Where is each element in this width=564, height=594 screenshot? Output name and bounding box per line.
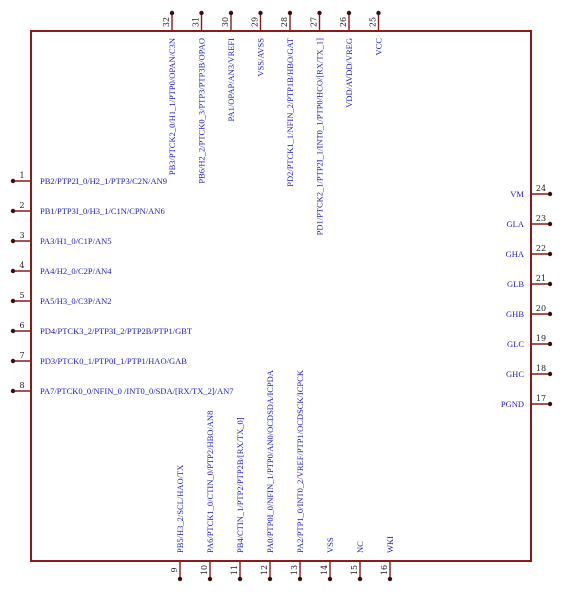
- pin-12-end-dot: [268, 577, 272, 581]
- pin-3-number: 3: [19, 231, 25, 240]
- pin-31-number: 31: [191, 16, 201, 28]
- pin-16-label: WKI: [385, 536, 395, 553]
- pin-1-number: 1: [19, 171, 25, 180]
- pin-19-label: GLC: [507, 339, 524, 349]
- pin-4-number: 4: [19, 261, 25, 270]
- pin-11-end-dot: [238, 577, 242, 581]
- pin-17-end-dot: [548, 402, 552, 406]
- pin-9-end-dot: [178, 577, 182, 581]
- pin-2-number: 2: [19, 201, 25, 210]
- pin-21-end-dot: [548, 282, 552, 286]
- pin-13-number: 13: [290, 564, 299, 576]
- pin-7-end-dot: [11, 359, 15, 363]
- pin-28-end-dot: [288, 11, 292, 15]
- pin-25-number: 25: [368, 16, 378, 28]
- pin-29-end-dot: [258, 11, 262, 15]
- pin-14-label: VSS: [325, 537, 335, 553]
- pin-22-end-dot: [548, 252, 552, 256]
- pin-17-number: 17: [535, 394, 547, 403]
- pin-7-number: 7: [19, 351, 25, 360]
- pin-18-end-dot: [548, 372, 552, 376]
- pin-16-number: 16: [380, 564, 389, 576]
- pin-27-number: 27: [309, 16, 319, 28]
- pin-2-end-dot: [11, 209, 15, 213]
- pin-27-label: PD1/PTCK2_1/PTP2I_1/INT0_1/PTP0/HCO/[RX/TX_1]: [314, 38, 325, 236]
- pin-9-number: 9: [170, 567, 179, 573]
- pin-28-label: PD2/PTCK1_1/NFIN_2/PTP1B/HBO/GAT: [285, 38, 295, 187]
- pin-10-number: 10: [200, 564, 209, 576]
- pin-4-label: PA4/H2_0/C2P/AN4: [40, 266, 112, 276]
- pin-25-end-dot: [376, 11, 380, 15]
- pin-23-end-dot: [548, 222, 552, 226]
- pin-13-end-dot: [298, 577, 302, 581]
- pin-8-number: 8: [19, 381, 25, 390]
- pin-6-number: 6: [19, 321, 25, 330]
- pin-31-label: PB6/H2_2/PTCK0_3/PTP3/PTP3B/OPAO: [196, 38, 207, 184]
- pin-10-end-dot: [208, 577, 212, 581]
- pin-11-number: 11: [230, 564, 239, 576]
- pin-4-end-dot: [11, 269, 15, 273]
- pin-24-label: VM: [510, 189, 524, 199]
- pin-12-label: PA0/PTP0I_0/NFIN_1/PTP0/AN0/OCDSDA/ICPDA: [265, 370, 275, 553]
- pin-15-end-dot: [358, 577, 362, 581]
- pin-30-number: 30: [221, 16, 230, 28]
- pin-20-number: 20: [535, 304, 547, 313]
- pin-26-number: 26: [339, 16, 348, 28]
- pin-19-end-dot: [548, 342, 552, 346]
- pin-20-end-dot: [548, 312, 552, 316]
- pin-22-number: 22: [535, 244, 547, 253]
- pin-32-label: PB3/PTCK2_0/H1_1/PTP0/OPAN/C3N: [167, 38, 177, 176]
- pin-21-number: 21: [535, 274, 547, 283]
- pin-24-end-dot: [548, 192, 552, 196]
- pin-14-end-dot: [328, 577, 332, 581]
- pin-23-number: 23: [535, 214, 547, 223]
- pin-5-end-dot: [11, 299, 15, 303]
- pin-5-label: PA5/H3_0/C3P/AN2: [40, 296, 112, 306]
- pin-5-number: 5: [19, 291, 25, 300]
- pins-layer: [11, 11, 552, 581]
- pin-7-label: PD3/PTCK0_1/PTP0I_1/PTP1/HAO/GAB: [40, 356, 187, 366]
- pin-20-label: GHB: [506, 309, 524, 319]
- pin-1-end-dot: [11, 179, 15, 183]
- pin-30-label: PA1/OPAP/AN3/VREFI: [226, 38, 236, 122]
- pin-12-number: 12: [260, 564, 269, 576]
- pin-6-label: PD4/PTCK3_2/PTP3I_2/PTP2B/PTP1/GBT: [40, 326, 193, 336]
- pin-19-number: 19: [535, 334, 547, 343]
- pin-3-end-dot: [11, 239, 15, 243]
- pin-28-number: 28: [280, 16, 289, 28]
- pin-32-number: 32: [162, 16, 171, 28]
- pin-14-number: 14: [320, 564, 329, 576]
- pin-23-label: GLA: [506, 219, 524, 229]
- pin-29-number: 29: [250, 16, 260, 28]
- pin-25-label: VCC: [373, 38, 384, 56]
- pin-11-label: PB4/CTIN_1/PTP2/PTP2B/[RX/TX_0]: [235, 417, 245, 553]
- pin-6-end-dot: [11, 329, 15, 333]
- pin-8-end-dot: [11, 389, 15, 393]
- pin-26-label: VDD/AVDD/VREG: [344, 38, 354, 108]
- pin-30-end-dot: [229, 11, 233, 15]
- pin-32-end-dot: [170, 11, 174, 15]
- pin-18-label: GHC: [506, 369, 524, 379]
- pin-13-label: PA2/PTP1_0/INT0_2/VREF/PTP1/OCDSCK/ICPCK: [295, 370, 305, 553]
- pin-22-label: GHA: [505, 249, 524, 259]
- pin-8-label: PA7/PTCK0_0/NFIN_0 /INT0_0/SDA/[RX/TX_2]/AN7: [40, 386, 234, 396]
- pin-18-number: 18: [535, 364, 547, 373]
- pin-2-label: PB1/PTP3I_0/H3_1/C1N/CPN/AN6: [40, 206, 165, 216]
- pin-1-label: PB2/PTP2I_0/H2_1/PTP3/C2N/AN9: [40, 176, 168, 186]
- pin-29-label: VSS/AVSS: [255, 38, 266, 77]
- pin-24-number: 24: [535, 184, 547, 193]
- pin-3-label: PA3/H1_0/C1P/AN5: [40, 236, 112, 246]
- pin-10-label: PA6/PTCK1_0/CTIN_0/PTP2/HBO/AN8: [205, 410, 215, 553]
- pin-21-label: GLB: [507, 279, 524, 289]
- pin-9-label: PB5/H3_2/SCL/HAO/TX: [175, 464, 185, 553]
- pin-31-end-dot: [199, 11, 203, 15]
- pin-17-label: PGND: [500, 399, 524, 409]
- pin-15-number: 15: [350, 564, 359, 576]
- pin-27-end-dot: [317, 11, 321, 15]
- pin-16-end-dot: [388, 577, 392, 581]
- pin-15-label: NC: [355, 541, 365, 553]
- pin-26-end-dot: [347, 11, 351, 15]
